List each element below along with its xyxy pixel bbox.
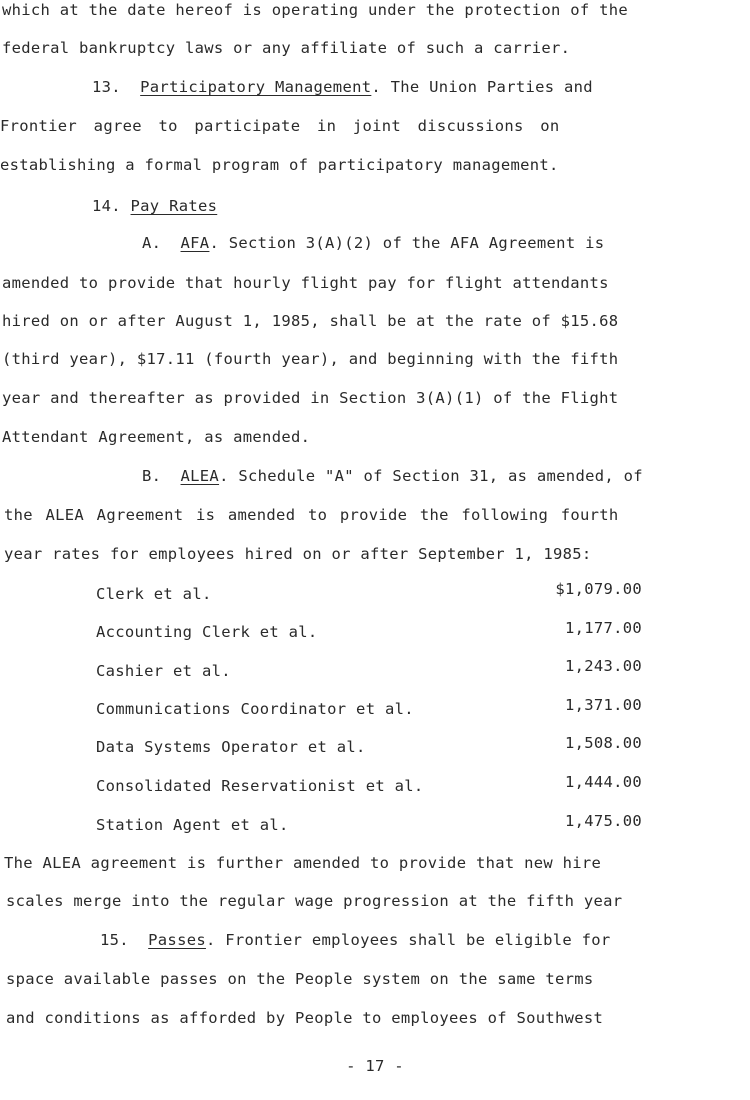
section-14a-marker: A.: [142, 234, 162, 252]
section-14a-line-6: Attendant Agreement, as amended.: [2, 428, 311, 446]
section-14a-line-3: hired on or after August 1, 1985, shall be at the rate of $15.68: [2, 312, 619, 330]
section-14b-after-line-1: The ALEA agreement is further amended to provide that new hire: [4, 854, 602, 872]
section-15-line-2: space available passes on the People system on the same terms: [6, 970, 594, 988]
section-14b-line-1-text: . Schedule "A" of Section 31, as amended, of: [219, 467, 643, 485]
section-13-line-1: [92, 77, 593, 97]
section-13-line-1-text: . The Union Parties and: [371, 78, 593, 96]
section-15-line-1: [100, 930, 611, 950]
section-14-number: 14.: [92, 197, 121, 215]
rate-row-amount: 1,444.00: [564, 773, 642, 791]
section-14b-marker: B.: [142, 467, 162, 485]
section-15-line-1-text: . Frontier employees shall be eligible for: [205, 931, 611, 949]
section-13-line-2: Frontier agree to participate in joint discussions on: [0, 117, 560, 135]
rate-row-label: Cashier et al.: [96, 662, 231, 680]
rate-row-amount: 1,243.00: [564, 657, 642, 675]
intro-line-2: federal bankruptcy laws or any affiliate of such a carrier.: [2, 39, 571, 57]
rate-row-label: Communications Coordinator et al.: [96, 700, 414, 718]
section-14a-line-4: (third year), $17.11 (fourth year), and beginning with the fifth: [2, 350, 619, 368]
rate-row-amount: $1,079.00: [555, 580, 642, 598]
rate-row-amount: 1,508.00: [564, 734, 642, 752]
rate-row-label: Data Systems Operator et al.: [96, 738, 366, 756]
section-14a-heading: AFA: [180, 234, 210, 252]
section-15-line-3: and conditions as afforded by People to employees of Southwest: [6, 1009, 604, 1027]
page-number: - 17 -: [346, 1057, 404, 1075]
rate-row-label: Accounting Clerk et al.: [96, 623, 318, 641]
rate-row-amount: 1,475.00: [564, 812, 642, 830]
rate-row-label: Clerk et al.: [96, 585, 212, 603]
section-14b-line-1: [142, 466, 643, 486]
rate-row-label: Station Agent et al.: [96, 816, 289, 834]
intro-line-1: which at the date hereof is operating under the protection of the: [2, 1, 629, 19]
section-15-heading: Passes: [148, 931, 206, 949]
section-13-line-3: establishing a formal program of participatory management.: [0, 156, 559, 174]
section-13-heading: Participatory Management: [140, 78, 372, 96]
section-14b-line-3: year rates for employees hired on or after September 1, 1985:: [4, 545, 592, 563]
rate-row-amount: 1,177.00: [564, 619, 642, 637]
section-15-number: 15.: [100, 931, 129, 949]
section-14b-after-line-2: scales merge into the regular wage progression at the fifth year: [6, 892, 623, 910]
section-14a-line-1-text: . Section 3(A)(2) of the AFA Agreement is: [209, 234, 605, 252]
section-14a-line-5: year and thereafter as provided in Section 3(A)(1) of the Flight: [2, 389, 619, 407]
section-14a-line-1: [142, 233, 604, 253]
section-14b-line-2: the ALEA Agreement is amended to provide the following fourth: [4, 506, 619, 524]
section-13-number: 13.: [92, 78, 121, 96]
section-14b-heading: ALEA: [180, 467, 220, 485]
section-14a-line-2: amended to provide that hourly flight pay for flight attendants: [2, 274, 609, 292]
section-14-heading: Pay Rates: [130, 197, 218, 215]
rate-row-amount: 1,371.00: [564, 696, 642, 714]
rate-row-label: Consolidated Reservationist et al.: [96, 777, 424, 795]
section-14-line-1: [92, 196, 217, 216]
